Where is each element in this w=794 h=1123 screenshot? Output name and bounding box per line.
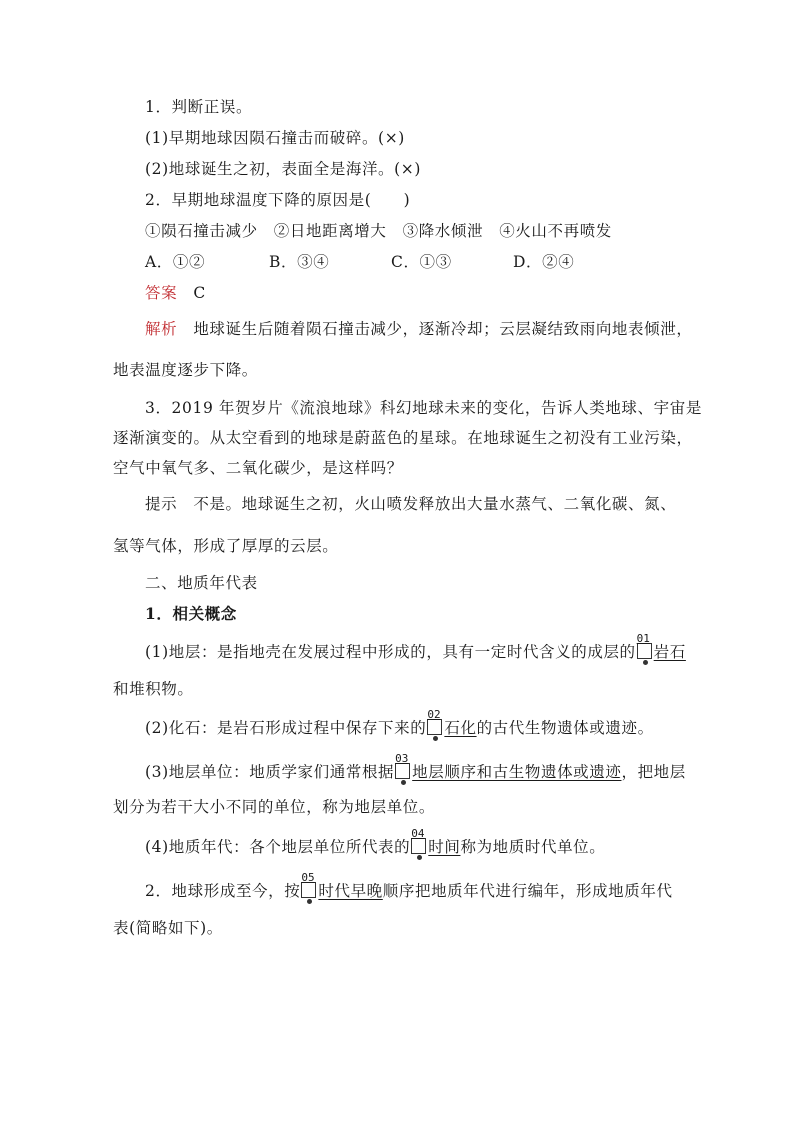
analysis-line-2: 地表温度逐步下降。 — [113, 361, 258, 379]
q1-statement-2: (2)地球诞生之初，表面全是海洋。(×) — [145, 160, 422, 178]
hint-line-1: 提示 不是。地球诞生之初，火山喷发释放出大量水蒸气、二氧化碳、氮、 — [145, 495, 677, 513]
q2-items: ①陨石撞击减少 ②日地距离增大 ③降水倾泄 ④火山不再喷发 — [145, 222, 612, 240]
subheading-concepts: 1．相关概念 — [145, 604, 237, 623]
option-c: C．①③ — [391, 253, 452, 271]
answer-line — [145, 283, 206, 303]
q3-line-3: 空气中氧气多、二氧化碳少，是这样吗？ — [113, 459, 403, 477]
blank-marker-icon: 02 — [427, 719, 442, 735]
option-d: D．②④ — [513, 253, 575, 271]
concept-fossil: (2)化石：是岩石形成过程中保存下来的 02 石化的古代生物遗体或遗迹。 — [145, 718, 654, 738]
concept-unit-line-1: (3)地层单位：地质学家们通常根据 03 地层顺序和古生物遗体或遗迹，把地层 — [145, 762, 686, 782]
answer-label: 答案 — [145, 284, 178, 302]
formation-line-1: 2．地球形成至今，按 05 时代早晚顺序把地质年代进行编年，形成地质年代 — [145, 881, 673, 901]
fill-answer: 时代早晚 — [318, 882, 383, 900]
option-b: B．③④ — [269, 253, 330, 271]
q1-statement-1: (1)早期地球因陨石撞击而破碎。(×) — [145, 129, 405, 147]
concept-stratum-line-1: (1)地层：是指地壳在发展过程中形成的，具有一定时代含义的成层的 01 岩石 — [145, 642, 686, 662]
q1-title: 1．判断正误。 — [145, 98, 253, 116]
blank-marker-icon: 01 — [637, 643, 652, 659]
section-heading: 二、地质年代表 — [145, 574, 258, 592]
option-a: A．①② — [145, 253, 206, 271]
answer-value: C — [193, 284, 206, 302]
analysis-label: 解析 — [145, 320, 178, 338]
hint-line-2: 氢等气体，形成了厚厚的云层。 — [113, 537, 339, 555]
blank-marker-icon: 05 — [301, 882, 316, 898]
formation-line-2: 表(简略如下)。 — [113, 919, 223, 937]
fill-answer: 岩石 — [653, 643, 686, 661]
analysis-line-1: 解析 地球诞生后随着陨石撞击减少，逐渐冷却；云层凝结致雨向地表倾泄， — [145, 320, 693, 338]
q2-title: 2．早期地球温度下降的原因是( ) — [145, 191, 411, 209]
concept-stratum-line-2: 和堆积物。 — [113, 680, 194, 698]
q3-line-2: 逐渐演变的。从太空看到的地球是蔚蓝色的星球。在地球诞生之初没有工业污染， — [113, 429, 693, 447]
fill-answer: 石化 — [444, 719, 477, 737]
concept-unit-line-2: 划分为若干大小不同的单位，称为地层单位。 — [113, 798, 436, 816]
q3-line-1: 3．2019 年贺岁片《流浪地球》科幻地球未来的变化，告诉人类地球、宇宙是 — [145, 399, 702, 417]
blank-marker-icon: 04 — [411, 838, 426, 854]
fill-answer: 地层顺序和古生物遗体或遗迹 — [412, 763, 622, 781]
q2-options — [145, 252, 574, 272]
blank-marker-icon: 03 — [395, 763, 410, 779]
fill-answer: 时间 — [428, 838, 461, 856]
hint-label: 提示 — [145, 495, 178, 513]
concept-age: (4)地质年代：各个地层单位所代表的 04 时间称为地质时代单位。 — [145, 837, 605, 857]
